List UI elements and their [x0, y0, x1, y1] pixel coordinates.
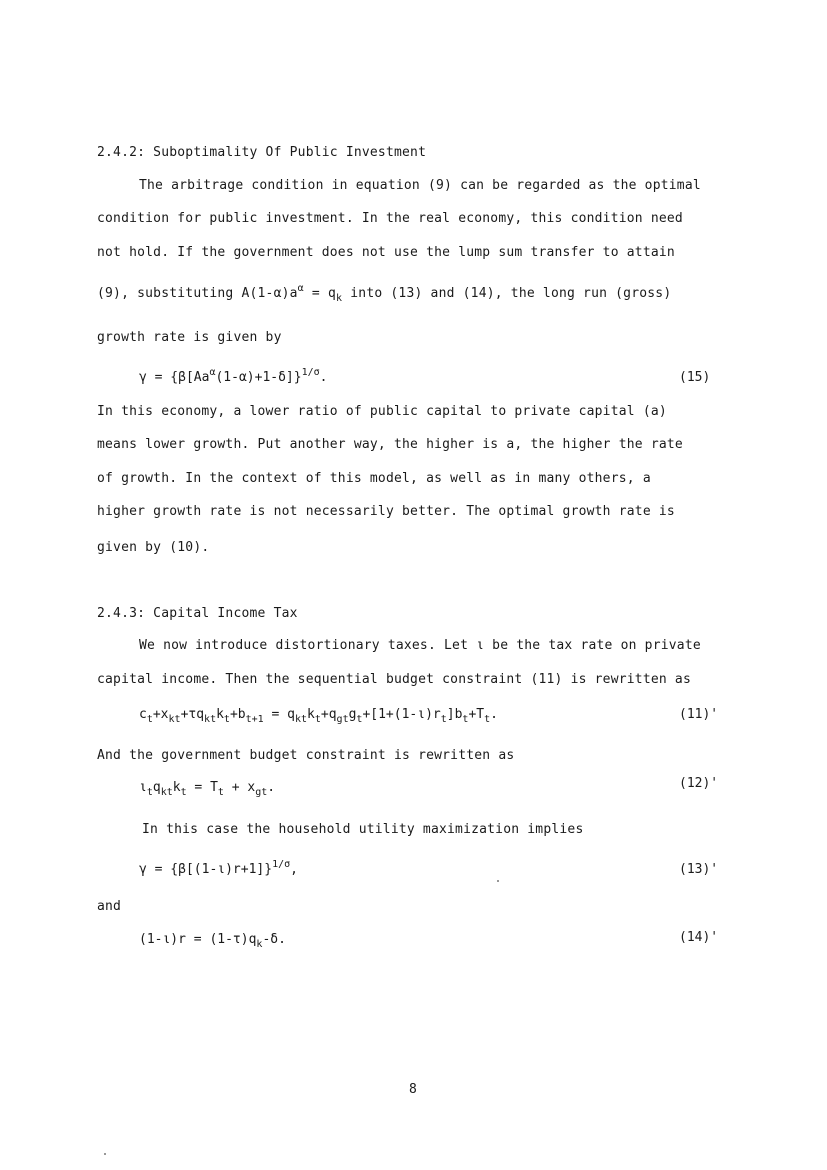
section-heading-2-4-3: 2.4.3: Capital Income Tax: [97, 606, 298, 621]
paragraph-line: means lower growth. Put another way, the higher is a, the higher the rate: [97, 437, 683, 452]
equation-13-prime: $\gamma = \{\beta[(1-\iota)r+1]\}^{1/\sigma}$,: [139, 859, 298, 877]
paragraph-line: of growth. In the context of this model, as well as in many others, a: [97, 471, 651, 486]
equation-number-12-prime: (12)': [679, 776, 719, 791]
paragraph-line: In this economy, a lower ratio of public capital to private capital (a): [97, 404, 667, 419]
paragraph-line: We now introduce distortionary taxes. Let ι be the tax rate on private: [139, 638, 701, 653]
paragraph-line: given by (10).: [97, 540, 210, 555]
equation-12-prime: $\iota_tq_{kt}k_t = T_t + x_{gt}$.: [139, 780, 276, 798]
section-heading-2-4-2: 2.4.2: Suboptimality Of Public Investment: [97, 145, 427, 160]
paragraph-line-and: and: [97, 899, 122, 914]
equation-number-14-prime: (14)': [679, 930, 719, 945]
equation-number-13-prime: (13)': [679, 862, 719, 877]
paragraph-line: not hold. If the government does not use the lump sum transfer to attain: [97, 245, 675, 260]
equation-14-prime: $(1-\iota)r = (1-\tau)q_k-\delta$.: [139, 932, 286, 950]
equation-number-15: (15): [679, 370, 711, 385]
equation-11-prime: $c_t+x_{kt}+\tau q_{kt}k_t+b_{t+1} = q_{kt}k_t+q_{gt}g_t+[1+(1-\iota)r_t]b_t+T_t$.: [139, 707, 498, 725]
paragraph-line: And the government budget constraint is rewritten as: [97, 748, 515, 763]
paragraph-line: condition for public investment. In the real economy, this condition need: [97, 211, 683, 226]
paragraph-line-substitution: (9), substituting $A(1-\alpha)a^\alpha = q_k$ into (13) and (14), the long run (gross): [97, 283, 672, 304]
paragraph-line: In this case the household utility maximization implies: [142, 822, 584, 837]
paragraph-line: higher growth rate is not necessarily better. The optimal growth rate is: [97, 504, 675, 519]
equation-15: $\gamma = \{\beta[Aa^\alpha(1-\alpha)+1-\delta]\}^{1/\sigma}$.: [139, 367, 328, 385]
paragraph-line: The arbitrage condition in equation (9) can be regarded as the optimal: [139, 178, 701, 193]
equation-number-11-prime: (11)': [679, 707, 719, 722]
scan-speck: [104, 1153, 106, 1155]
paragraph-line: growth rate is given by: [97, 330, 282, 345]
paragraph-line: capital income. Then the sequential budget constraint (11) is rewritten as: [97, 672, 691, 687]
scan-speck: [497, 880, 499, 882]
page-number: 8: [409, 1082, 417, 1097]
